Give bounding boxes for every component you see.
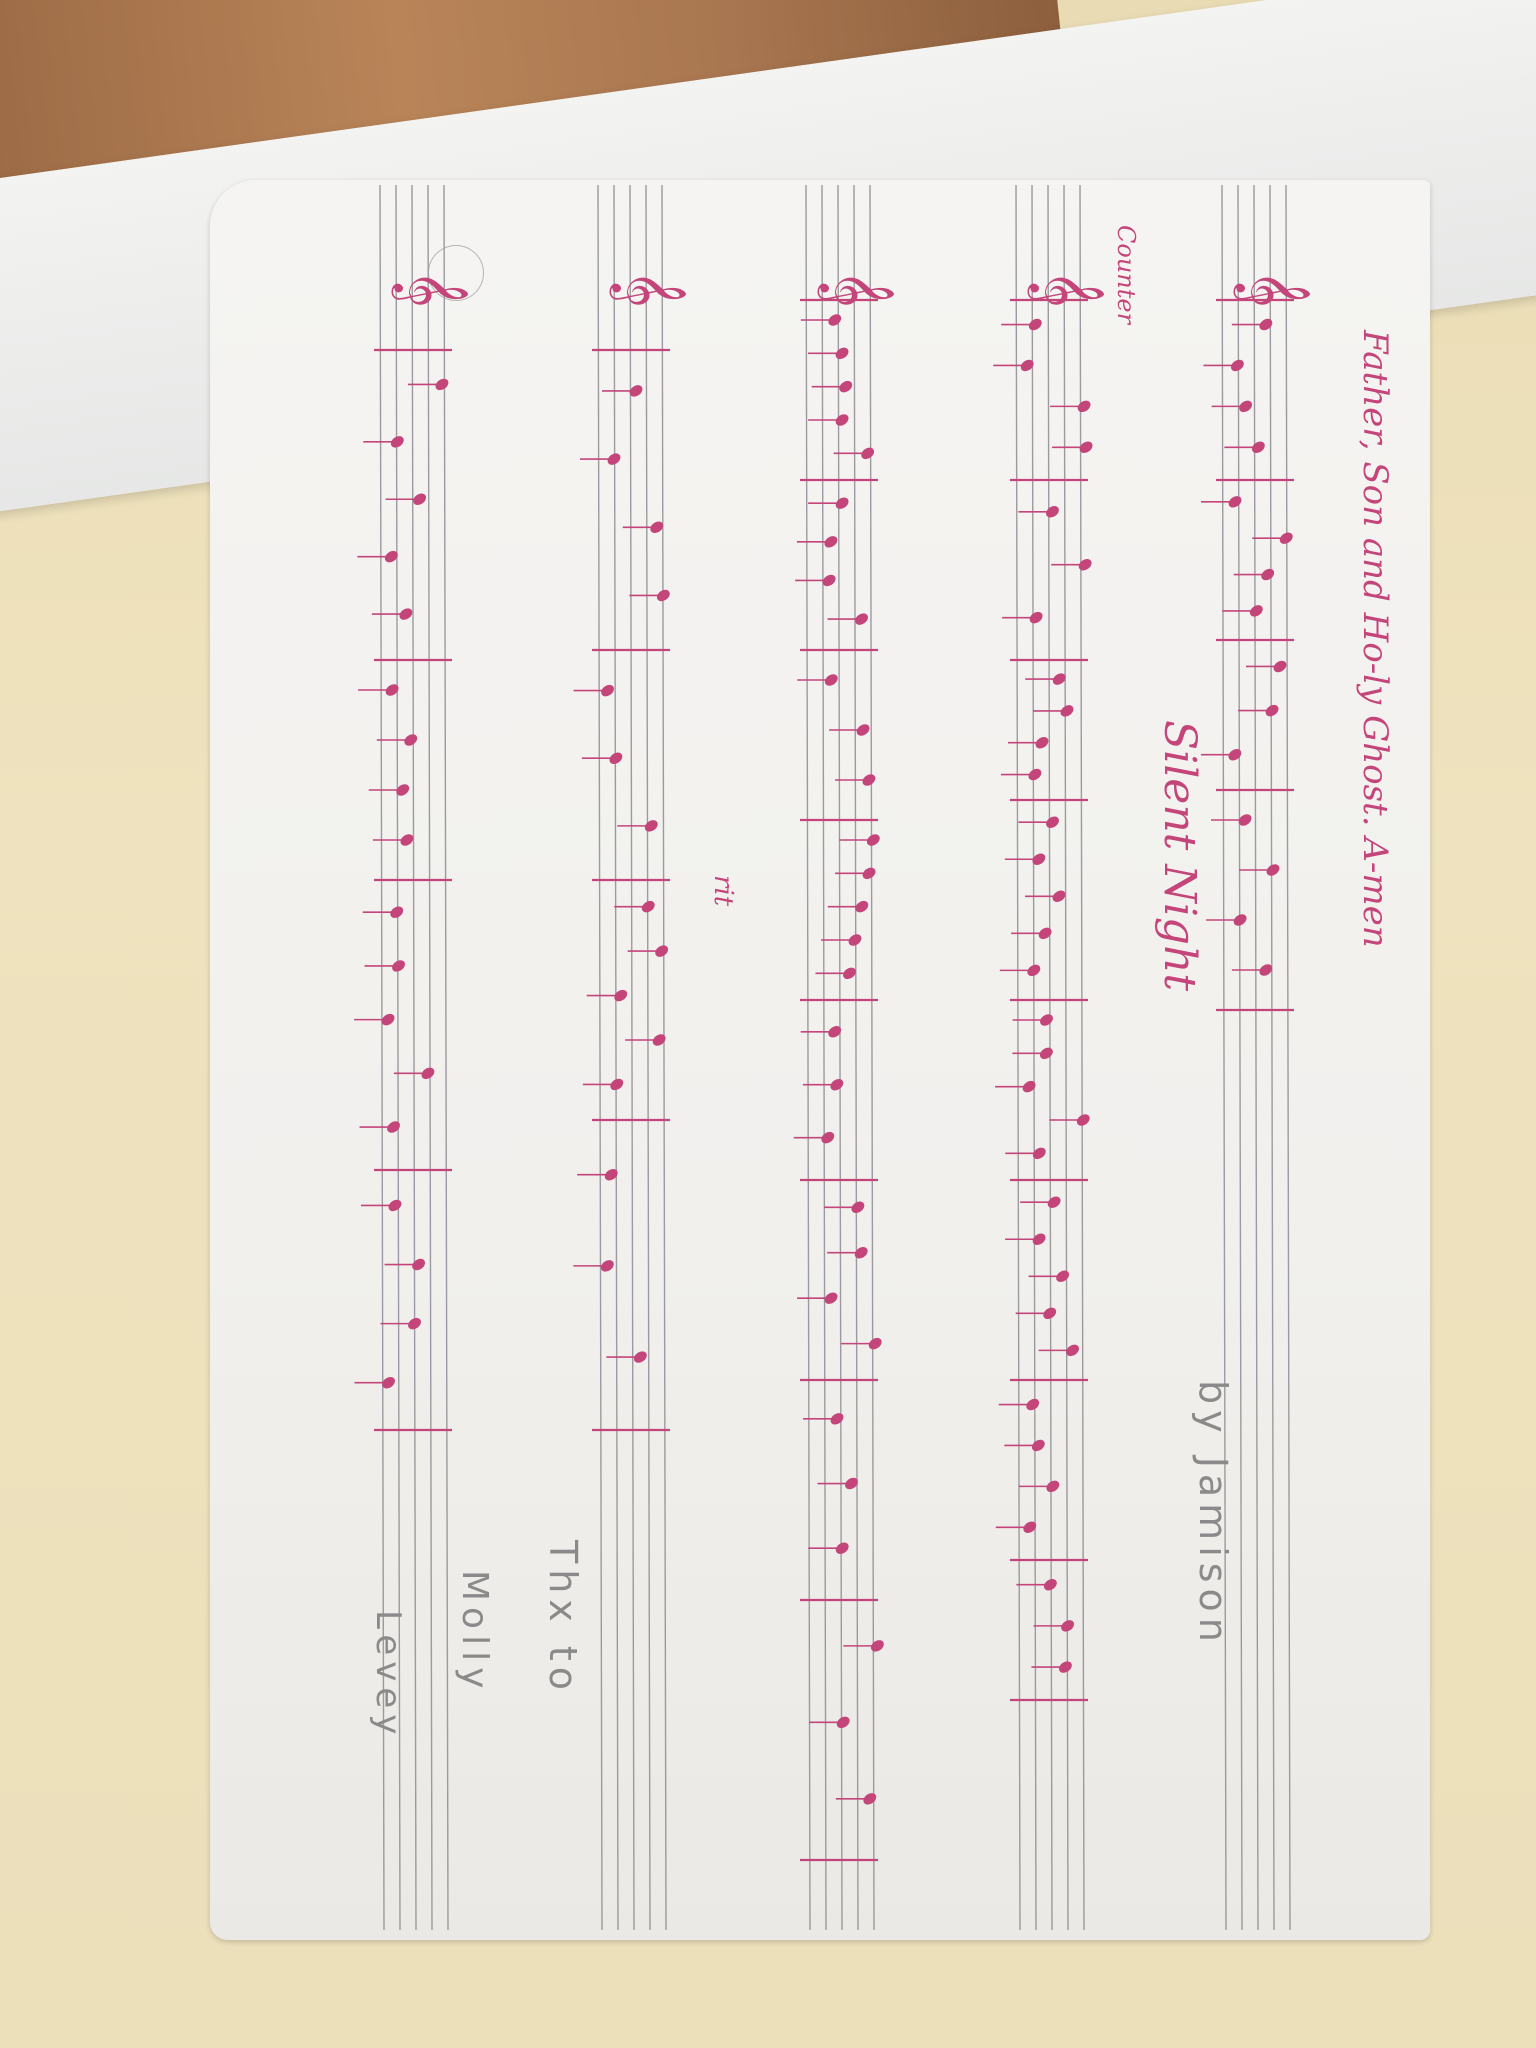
staff-line bbox=[1270, 185, 1274, 1930]
staff-lines bbox=[380, 185, 1290, 1930]
staff-line bbox=[444, 185, 448, 1930]
staff-line bbox=[630, 185, 634, 1930]
staff-line bbox=[870, 185, 874, 1930]
treble-clef-icon bbox=[391, 270, 1310, 308]
thanks-name-first: Molly bbox=[454, 1570, 495, 1695]
treble-clef-icon: 𝄞 bbox=[1030, 270, 1104, 308]
staff-line bbox=[1286, 185, 1290, 1930]
staff-line bbox=[614, 185, 618, 1930]
staff-line bbox=[822, 185, 826, 1930]
rit-direction: rit bbox=[708, 875, 738, 907]
staff-line bbox=[854, 185, 858, 1930]
voice-label: Counter bbox=[1112, 225, 1140, 325]
composer-credit: by Jamison bbox=[1191, 1380, 1235, 1648]
treble-clef-icon: 𝄞 bbox=[394, 270, 468, 308]
thanks-text: Thx to bbox=[541, 1540, 585, 1697]
thanks-name-last: Levey bbox=[368, 1610, 408, 1741]
treble-clef-icon: 𝄞 bbox=[820, 270, 894, 308]
staff-line bbox=[1016, 185, 1020, 1930]
bar-lines bbox=[374, 300, 1294, 1860]
treble-clef-icon: 𝄞 bbox=[612, 270, 686, 308]
note-heads bbox=[379, 312, 1294, 1807]
staff-line bbox=[806, 185, 810, 1930]
staff-line bbox=[646, 185, 650, 1930]
staff-line bbox=[838, 185, 842, 1930]
treble-clef-icon: 𝄞 bbox=[1236, 270, 1310, 308]
staff-line bbox=[662, 185, 666, 1930]
staff-line bbox=[598, 185, 602, 1930]
staff-line bbox=[412, 185, 416, 1930]
staff-line bbox=[428, 185, 432, 1930]
lyric-line: Father, Son and Ho-ly Ghost. A-men bbox=[1355, 330, 1395, 948]
song-title: Silent Night bbox=[1154, 720, 1205, 992]
staff-line bbox=[1032, 185, 1036, 1930]
